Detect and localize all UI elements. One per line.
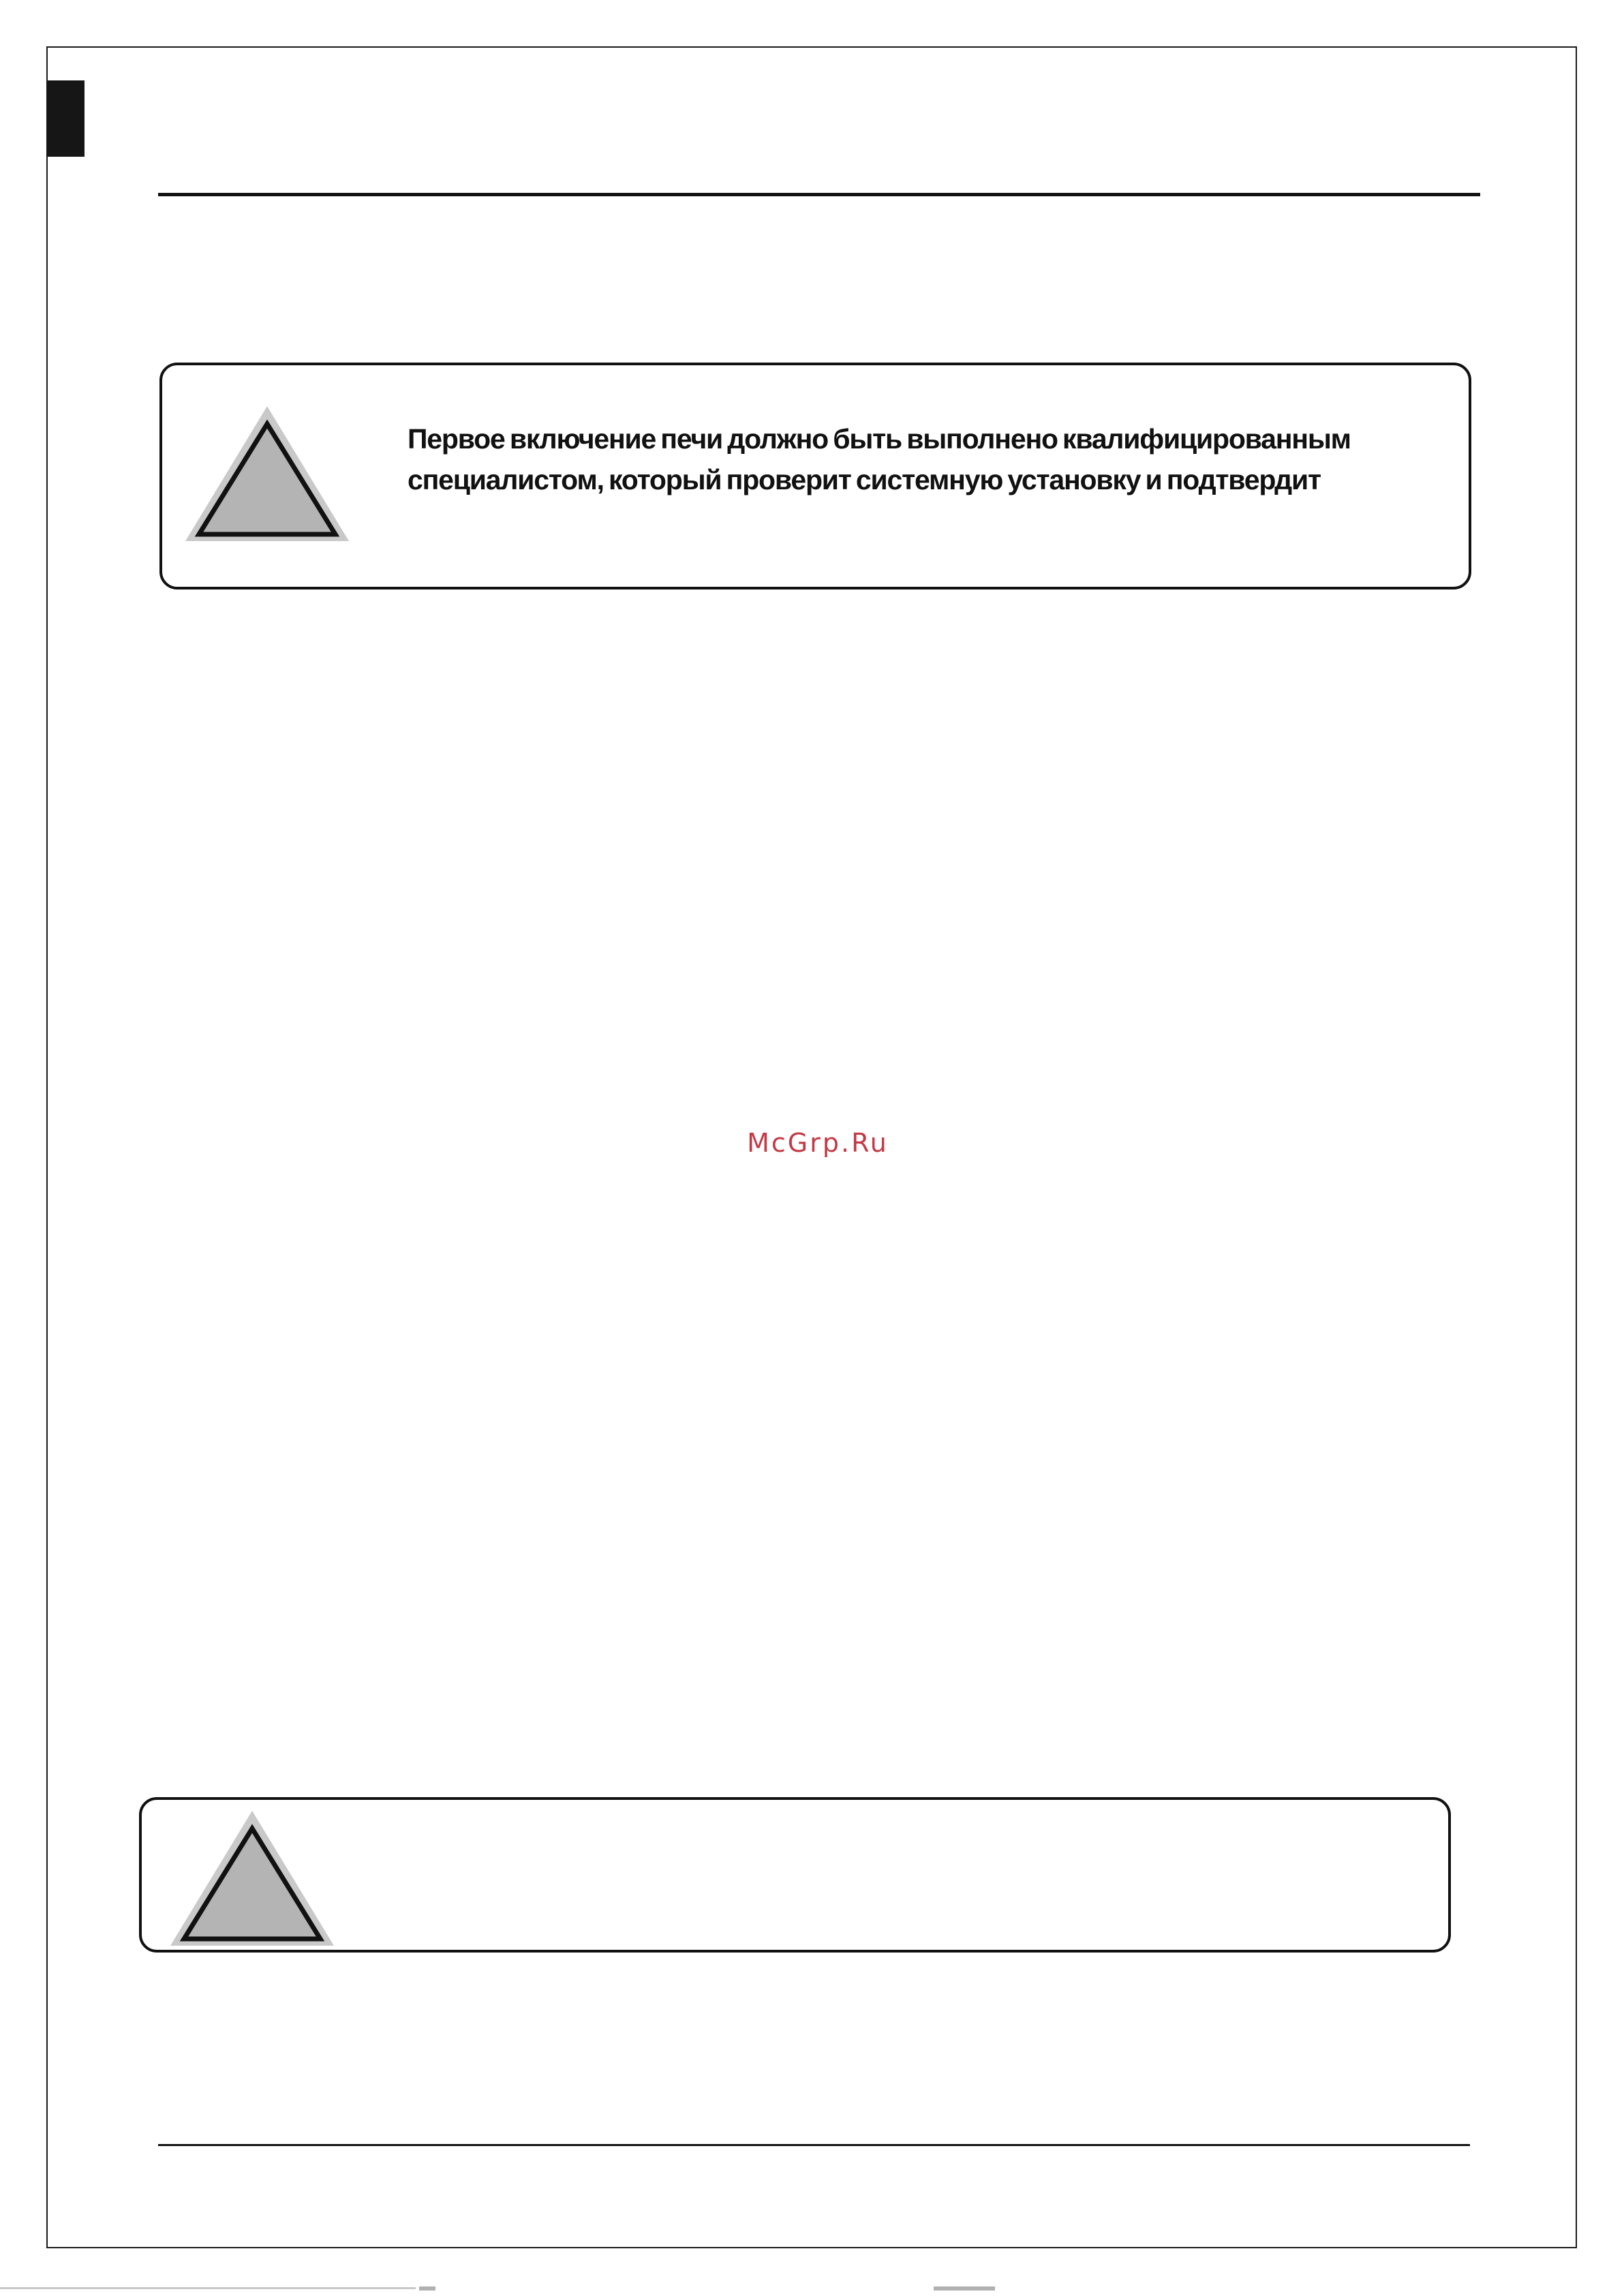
header-rule bbox=[158, 193, 1480, 196]
scan-edge-artifact bbox=[419, 2286, 435, 2291]
scan-edge-artifact bbox=[934, 2286, 995, 2291]
warning-text bbox=[408, 418, 1457, 500]
watermark-text: McGrp.Ru bbox=[747, 1128, 889, 1158]
section-tab-marker bbox=[46, 80, 85, 157]
warning-triangle-icon bbox=[168, 1808, 337, 1948]
warning-text-line: специалистом, который проверит системную установку и подтвердит bbox=[408, 464, 1321, 495]
warning-text-line: Первое включение печи должно быть выполнено квалифицированным bbox=[408, 423, 1351, 455]
warning-box-first-startup bbox=[159, 363, 1471, 590]
warning-box-secondary bbox=[139, 1797, 1451, 1953]
warning-triangle-icon bbox=[183, 403, 352, 544]
scan-edge-artifact bbox=[0, 2287, 416, 2289]
footer-rule bbox=[158, 2144, 1470, 2146]
